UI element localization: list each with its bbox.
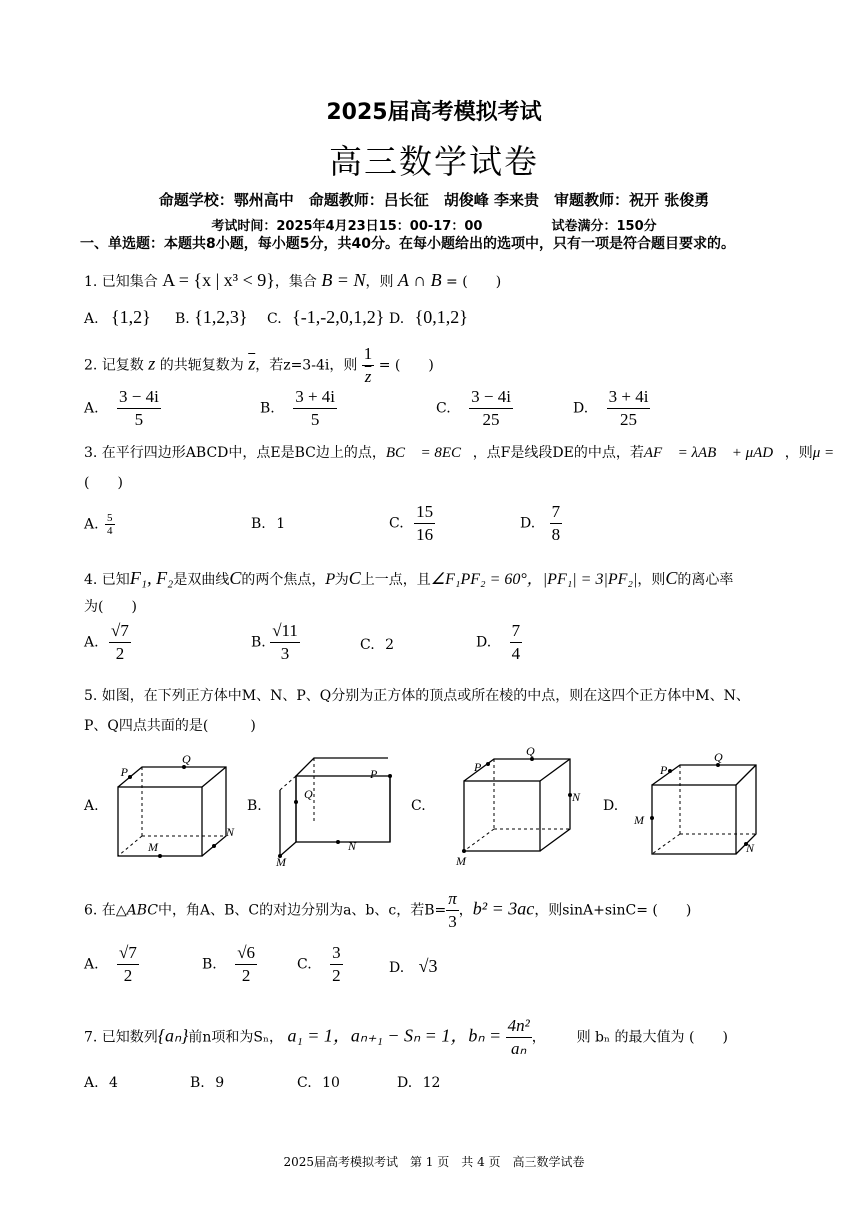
frac-num: 1 [362,343,375,366]
frac-num: √6 [235,942,257,965]
authors-line: 命题学校：鄂州高中 命题教师：吕长征 胡俊峰 李来贵 审题教师：祝开 张俊勇 [158,191,710,209]
q5-option-d-label[interactable]: D. [603,798,619,814]
q2-fraction [362,343,375,388]
q3-vector-eq: BC⃗ = 8EC⃗ [385,445,473,461]
q3-text: ，点F是线段DE的中点，若 [472,445,644,461]
option-label: A. [84,956,99,973]
option-value: {0,1,2} [414,307,468,327]
point-p-label: P [474,760,482,774]
q4-option-d[interactable] [476,620,522,665]
option-label: C. [297,956,312,973]
option-fraction [235,942,257,987]
option-fraction [414,501,435,546]
q3-option-b[interactable] [251,516,285,532]
q6-text: 6. 在 [84,902,116,919]
page-footer: 2025届高考模拟考试 第 1 页 共 4 页 高三数学试卷 [283,1155,585,1169]
q1-text: = ( ) [446,274,502,290]
frac-den: aₙ [511,1039,527,1058]
q1-option-c[interactable] [267,307,384,328]
option-label: A. [84,400,99,417]
point-q-label: Q [182,752,191,766]
exam-info [0,215,868,234]
q1-expr: A ∩ B [397,270,442,290]
option-label: B. [260,400,275,417]
option-label: B. [190,1075,205,1091]
frac-num: √7 [109,620,131,643]
question-7-stem [84,1015,728,1060]
option-value: 12 [422,1075,441,1091]
q6-fraction [446,888,459,933]
frac-num: 4n² [506,1015,532,1038]
frac-den: 2 [115,644,125,663]
frac-den: 16 [416,525,434,544]
frac-den: 2 [123,966,133,985]
point-n-label: N [348,839,357,853]
option-value: {1,2} [111,307,151,327]
frac-num: 7 [510,620,523,643]
frac-den: 4 [511,644,521,663]
point-m-label: M [634,813,644,827]
q1-set-a: A = {x | x³ < 9} [162,270,275,290]
q3-text: ，则 [784,445,813,461]
frac-num: 3 + 4i [607,386,651,409]
point-p-label: P [120,765,128,779]
question-6-stem [84,888,691,933]
question-5-stem-2: P、Q四点共面的是( ) [84,718,256,734]
q2-text: 的共轭复数为 [159,357,244,374]
point-q-label: Q [714,750,723,764]
frac-num: 7 [550,501,563,524]
section-heading: 一、单选题：本题共8小题，每小题5分，共40分。在每小题给出的选项中，只有一项是符合题目要求的。 [80,236,735,252]
option-label: A. [84,1075,99,1091]
option-label: B. [175,311,190,327]
frac-den: 5 [310,410,320,429]
q6-text: ， [458,902,473,919]
q5-option-a-label[interactable]: A. [84,798,99,814]
cube-d-figure[interactable] [630,748,770,866]
frac-num: 5 [107,512,113,524]
cube-b-figure[interactable] [270,750,400,868]
q7-fraction [506,1015,532,1060]
point-p-label: P [660,763,668,777]
q6-option-c[interactable] [297,942,343,987]
option-label: A. [84,516,99,533]
q3-option-d[interactable] [520,501,562,546]
frac-den: 8 [551,525,561,544]
q2-option-b[interactable] [260,386,337,431]
option-label: B. [251,634,266,651]
option-fraction [510,620,523,665]
frac-den: 3 [280,644,290,663]
q4-foci: F₁, F₂ [129,568,174,588]
q4-text: 的离心率 [677,572,734,588]
q7-condition: a₁ = 1，aₙ₊₁ − Sₙ = 1，bₙ = [287,1025,502,1046]
option-label: D. [389,960,405,976]
option-value: √3 [418,956,438,976]
frac-den: 25 [620,410,638,429]
frac-den: z [364,367,372,386]
q6-text: ，则sinA+sinC= ( ) [534,902,692,919]
option-label: D. [476,634,492,651]
paper-subtitle: 高三数学试卷 [329,142,539,181]
cube-a-figure[interactable] [108,750,248,865]
frac-num: 3 − 4i [469,386,513,409]
option-label: B. [202,956,217,973]
option-value: 4 [109,1075,118,1091]
frac-num: π [446,888,459,911]
frac-den: 4 [107,525,113,537]
point-m-label: M [276,855,286,868]
q4-text: 为 [334,572,349,588]
q4-answer-blank: 为( ) [84,599,137,615]
point-q-label: Q [304,787,313,801]
point-m-label: M [456,854,466,867]
frac-num: √11 [270,620,300,643]
frac-den: 2 [241,966,251,985]
q6-condition: b² = 3ac [472,898,535,919]
option-label: A. [84,634,99,651]
frac-den: 5 [134,410,144,429]
option-fraction [117,942,139,987]
point-p-label: P [370,767,378,781]
option-value: 9 [215,1075,225,1091]
question-4-stem [84,566,733,589]
q4-text: 4. 已知 [84,572,130,588]
q2-zbar: $\overline{z}$ [248,353,256,374]
point-n-label: N [226,825,235,839]
option-label: B. [251,516,266,532]
q1-option-a[interactable] [84,307,151,328]
q4-text: 是双曲线 [173,572,230,588]
q7-sequence: {aₙ} [157,1025,189,1046]
frac-num: √7 [117,942,139,965]
option-label: C. [267,311,282,327]
q4-text: ，则 [637,572,666,588]
option-label: A. [84,311,99,327]
q6-option-b[interactable] [202,942,257,987]
q7-option-d[interactable] [397,1075,440,1091]
option-label: D. [389,311,405,327]
option-label: C. [436,400,451,417]
q1-option-d[interactable] [389,307,468,328]
frac-den: 25 [482,410,500,429]
frac-den: 2 [332,966,341,985]
option-label: C. [297,1075,312,1091]
option-fraction [117,386,161,431]
frac-num: 15 [414,501,435,524]
q2-option-c[interactable] [436,386,513,431]
q2-option-a[interactable] [84,386,161,431]
q1-text: ，则 [365,274,394,290]
q3-mu: μ = [812,445,835,461]
q4-option-c[interactable] [360,637,394,653]
cube-c-figure[interactable] [452,745,592,867]
q3-vector-eq2: AF⃗ = λAB⃗ + μAD⃗ [643,445,785,461]
q4-c: C [229,568,242,588]
q6-triangle: △ABC [115,902,158,919]
option-fraction [105,512,115,537]
option-value: {-1,-2,0,1,2} [292,307,385,327]
question-2-stem [84,343,434,388]
q4-c: C [348,568,361,588]
option-fraction [550,501,563,546]
exam-title: 2025届高考模拟考试 [326,100,542,125]
q7-text: ， [531,1029,546,1046]
option-fraction [330,942,343,987]
point-q-label: Q [526,745,535,758]
q7-option-b[interactable] [190,1075,224,1091]
q4-option-a[interactable] [84,620,131,665]
q4-text: 的两个焦点， [241,572,326,588]
exam-time: 考试时间：2025年4月23日15：00-17：00 [211,219,483,234]
q1-option-b[interactable] [175,307,247,328]
q4-text: 上一点，且 [360,572,431,588]
option-label: D. [520,515,536,532]
q2-text: ，若z=3-4i，则 [255,357,358,374]
point-m-label: M [148,840,158,854]
q7-text: 前n项和为Sₙ， [188,1029,284,1046]
option-label: C. [389,515,404,532]
q2-text: = ( ) [378,357,434,374]
option-fraction [270,620,300,665]
q7-option-c[interactable] [297,1075,340,1091]
q1-set-b: B = N [321,270,366,290]
q2-option-d[interactable] [573,386,650,431]
q6-option-d[interactable] [389,956,438,977]
q5-option-b-label[interactable]: B. [247,798,262,814]
option-fraction [469,386,513,431]
q7-option-a[interactable] [84,1075,118,1091]
q4-option-b[interactable] [251,620,300,665]
point-n-label: N [746,841,755,855]
frac-num: 3 [330,942,343,965]
question-5-stem: 5. 如图，在下列正方体中M、N、P、Q分别为正方体的顶点或所在棱的中点，则在这四个正方体中M、N、 [84,688,750,704]
option-value: {1,2,3} [194,307,248,327]
question-1-stem [84,270,501,291]
question-3-stem [84,442,834,462]
q3-text: 3. 在平行四边形ABCD中，点E是BC边上的点， [84,445,386,461]
q5-option-c-label[interactable]: C. [411,798,426,814]
q3-answer-blank: ( ) [84,475,123,491]
frac-num: 3 − 4i [117,386,161,409]
q6-text: 中，角A、B、C的对边分别为a、b、c，若B= [157,902,447,919]
q2-z: z [148,353,156,374]
option-label: D. [573,400,589,417]
option-value: 1 [276,516,286,532]
point-n-label: N [572,790,581,804]
q1-text: ，集合 [274,274,317,290]
q4-p: P [325,572,335,588]
q4-condition: ∠F₁PF₂ = 60°，|PF₁| = 3|PF₂| [430,571,638,588]
option-fraction [293,386,337,431]
q3-option-a[interactable] [84,512,115,537]
q2-text: 2. 记复数 [84,357,144,374]
q1-text: 1. 已知集合 [84,274,158,290]
q7-text: 7. 已知数列 [84,1029,158,1046]
q7-text: 则 bₙ 的最大值为 ( ) [576,1029,728,1046]
q6-option-a[interactable] [84,942,139,987]
option-value: 10 [322,1075,340,1091]
q3-option-c[interactable] [389,501,435,546]
option-fraction [607,386,651,431]
q4-c: C [665,568,678,588]
frac-den: 3 [448,912,457,931]
option-label: C. [360,637,375,653]
option-fraction [109,620,131,665]
frac-num: 3 + 4i [293,386,337,409]
full-score: 试卷满分：150分 [551,219,657,234]
option-value: 2 [385,637,395,653]
option-label: D. [397,1075,413,1091]
